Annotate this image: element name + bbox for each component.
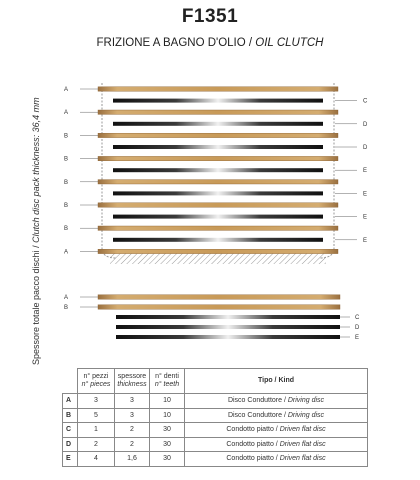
driving-disc bbox=[64, 226, 338, 232]
table-row bbox=[63, 437, 368, 452]
driving-disc bbox=[64, 133, 338, 139]
row-thickness: 2 bbox=[115, 423, 150, 438]
disc-spec-table bbox=[62, 368, 368, 467]
driving-disc bbox=[64, 156, 338, 162]
kind-italian: Disco Conduttore / bbox=[227, 397, 288, 405]
housing-base-hatch bbox=[110, 252, 326, 264]
row-kind bbox=[185, 437, 368, 452]
driving-disc-bar bbox=[98, 203, 338, 207]
legend-label: C bbox=[355, 315, 360, 321]
row-pieces: 2 bbox=[78, 437, 115, 452]
legend-driven-disc bbox=[116, 335, 359, 341]
driven-disc bbox=[113, 145, 368, 151]
row-key: A bbox=[63, 394, 78, 409]
subtitle-italian: FRIZIONE A BAGNO D'OLIO / bbox=[96, 37, 256, 49]
disc-label: B bbox=[64, 226, 69, 233]
driven-disc-bar bbox=[113, 215, 323, 219]
driven-disc-bar bbox=[113, 122, 323, 126]
row-teeth: 30 bbox=[150, 452, 185, 467]
row-thickness: 1,6 bbox=[115, 452, 150, 467]
col-teeth: n° denti n° teeth bbox=[150, 369, 185, 394]
driven-disc-bar bbox=[113, 168, 323, 172]
legend-label: D bbox=[355, 325, 360, 331]
driving-disc-bar bbox=[98, 133, 338, 137]
legend-label: A bbox=[64, 295, 69, 301]
disc-label: B bbox=[64, 179, 69, 186]
col-pieces: n° pezzi n° pieces bbox=[78, 369, 115, 394]
kind-english: Driven flat disc bbox=[279, 440, 326, 448]
row-pieces: 1 bbox=[78, 423, 115, 438]
legend-driving-disc bbox=[64, 305, 340, 311]
disc-label: E bbox=[363, 237, 368, 244]
disc-label: B bbox=[64, 133, 69, 140]
driving-disc bbox=[64, 110, 338, 116]
table-corner bbox=[63, 369, 78, 394]
col-thickness: spessore thickness bbox=[115, 369, 150, 394]
row-pieces: 4 bbox=[78, 452, 115, 467]
driven-disc bbox=[113, 191, 367, 197]
kind-english: Driven flat disc bbox=[279, 426, 326, 434]
driving-disc-bar bbox=[98, 110, 338, 114]
kind-english: Driven flat disc bbox=[279, 455, 326, 463]
table-row bbox=[63, 394, 368, 409]
kind-italian: Condotto piatto / bbox=[226, 455, 280, 463]
driven-disc bbox=[113, 122, 368, 128]
driving-disc-bar bbox=[98, 180, 338, 184]
driving-disc bbox=[64, 87, 338, 93]
col-kind: Tipo / Kind bbox=[185, 369, 368, 394]
legend-driving-disc bbox=[64, 295, 340, 301]
row-kind bbox=[185, 394, 368, 409]
kind-italian: Condotto piatto / bbox=[226, 440, 280, 448]
disc-label: A bbox=[64, 87, 69, 93]
row-teeth: 10 bbox=[150, 408, 185, 423]
driven-disc-bar bbox=[113, 145, 323, 149]
driving-disc bbox=[64, 180, 338, 186]
driving-disc-bar bbox=[98, 226, 338, 230]
row-teeth: 30 bbox=[150, 437, 185, 452]
row-key: D bbox=[63, 437, 78, 452]
table-header-row bbox=[63, 369, 368, 394]
driven-disc-bar bbox=[113, 238, 323, 242]
driven-disc-bar bbox=[116, 335, 340, 339]
driving-disc-bar bbox=[98, 249, 338, 253]
driven-disc bbox=[113, 215, 367, 221]
row-teeth: 10 bbox=[150, 394, 185, 409]
disc-stack bbox=[64, 87, 368, 256]
row-thickness: 3 bbox=[115, 408, 150, 423]
row-teeth: 30 bbox=[150, 423, 185, 438]
kind-english: Driving disc bbox=[287, 397, 325, 405]
driven-disc-bar bbox=[116, 315, 340, 319]
disc-label: E bbox=[363, 168, 368, 175]
disc-label: D bbox=[363, 121, 368, 128]
disc-label: C bbox=[363, 98, 368, 105]
disc-label: E bbox=[363, 191, 368, 198]
kind-italian: Disco Conduttore / bbox=[227, 411, 288, 419]
thickness-label-italian: Spessore totale pacco dischi / bbox=[31, 242, 41, 365]
table-row bbox=[63, 452, 368, 467]
kind-italian: Condotto piatto / bbox=[226, 426, 280, 434]
disc-label: A bbox=[64, 110, 69, 117]
disc-label: A bbox=[64, 249, 69, 256]
driven-disc bbox=[113, 168, 367, 174]
row-thickness: 2 bbox=[115, 437, 150, 452]
table-row bbox=[63, 408, 368, 423]
driven-disc-bar bbox=[113, 99, 323, 103]
disc-label: E bbox=[363, 214, 368, 221]
legend-driven-disc bbox=[116, 325, 360, 331]
driven-disc-bar bbox=[113, 191, 323, 195]
row-key: E bbox=[63, 452, 78, 467]
disc-label: D bbox=[363, 145, 368, 151]
disc-label: B bbox=[64, 203, 69, 209]
kind-english: Driving disc bbox=[287, 411, 325, 419]
driving-disc-bar bbox=[98, 305, 340, 309]
row-pieces: 5 bbox=[78, 408, 115, 423]
row-kind bbox=[185, 452, 368, 467]
row-key: B bbox=[63, 408, 78, 423]
disc-label: B bbox=[64, 156, 69, 163]
row-key: C bbox=[63, 423, 78, 438]
row-thickness: 3 bbox=[115, 394, 150, 409]
row-kind bbox=[185, 423, 368, 438]
table-row bbox=[63, 423, 368, 438]
row-pieces: 3 bbox=[78, 394, 115, 409]
driving-disc-bar bbox=[98, 87, 338, 91]
driven-disc bbox=[113, 238, 367, 244]
page-title: F1351 bbox=[181, 6, 239, 27]
driven-disc bbox=[113, 99, 368, 105]
row-kind bbox=[185, 408, 368, 423]
thickness-label-english: Clutch disc pack thickness: 36,4 mm bbox=[31, 97, 41, 243]
legend-label: B bbox=[64, 305, 69, 311]
driving-disc-bar bbox=[98, 295, 340, 299]
legend-driven-disc bbox=[116, 315, 360, 321]
driving-disc-bar bbox=[98, 156, 338, 160]
disc-legend bbox=[64, 295, 360, 341]
subtitle-english: OIL CLUTCH bbox=[255, 37, 324, 49]
driving-disc bbox=[64, 203, 338, 209]
driven-disc-bar bbox=[116, 325, 340, 329]
legend-label: E bbox=[355, 335, 360, 341]
